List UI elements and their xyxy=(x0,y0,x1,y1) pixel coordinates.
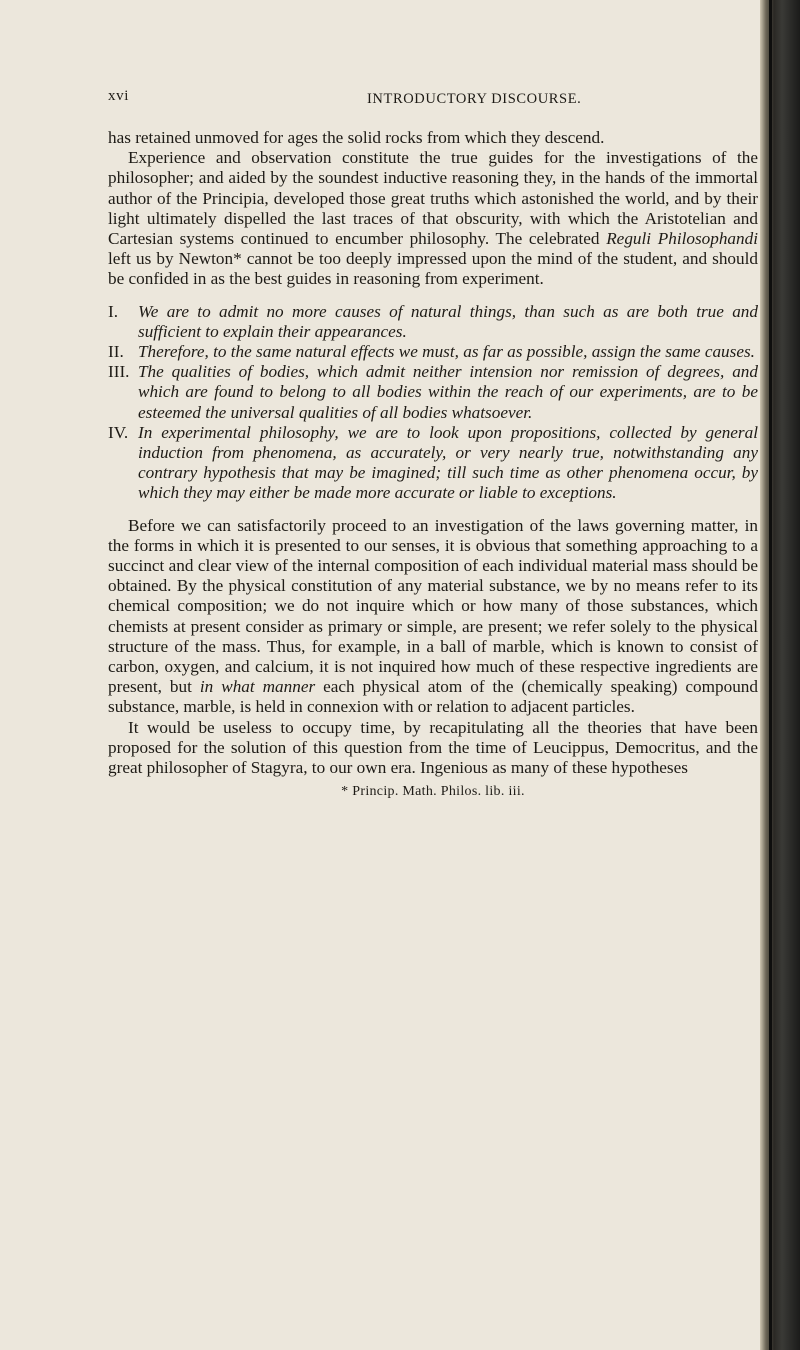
page-edge-shadow xyxy=(760,0,800,1350)
body-text xyxy=(108,128,758,803)
rule-number: II. xyxy=(108,342,124,362)
paragraph-continued: has retained unmoved for ages the solid rocks from which they descend. xyxy=(108,128,605,147)
rule-item xyxy=(108,302,758,342)
paragraph-text: each physical atom of the (chemically speaking) compound substance, marble, is held in connexion with or relation to adjacent particles. xyxy=(108,677,758,717)
paragraph-experience xyxy=(108,148,758,289)
paragraph-useless: It would be useless to occupy time, by recapitulating all the theories that have been proposed for the solution of this question from the time of Leucippus, Democritus, and the great philosopher of Stagyra, to our own era. Ingenious as many of these hypotheses xyxy=(108,717,758,778)
rule-text: Therefore, to the same natural effects we must, as far as possible, assign the same causes. xyxy=(138,342,755,362)
rule-number: III. xyxy=(108,362,130,382)
rule-text: We are to admit no more causes of natural things, than such as are both true and sufficient to explain their appearances. xyxy=(138,301,758,341)
paragraph-text: Experience and observation constitute the true guides for the investigations of the philosopher; and aided by the soundest inductive reasoning they, in the hands of the immortal author of the Principia, developed those great truths which astonished the world, and by their light ultimately dispelled the last traces of that obscurity, with which the Aristotelian and Cartesian systems continued to encumber philosophy. The celebrated xyxy=(108,148,758,249)
paragraph-text: left us by Newton* cannot be too deeply impressed upon the mind of the student, and should be confided in as the best guides in reasoning from experiment. xyxy=(108,249,758,289)
rules-list xyxy=(108,302,758,504)
rule-item xyxy=(108,423,758,504)
rule-text: The qualities of bodies, which admit neither intension nor remission of degrees, and which are found to belong to all bodies within the reach of our experiments, are to be esteemed the universal qualities of all bodies whatsoever. xyxy=(138,362,758,422)
page-number: xvi xyxy=(108,88,129,104)
page-edge-line xyxy=(769,0,772,1350)
footnote: * Princip. Math. Philos. lib. iii. xyxy=(341,784,525,800)
rule-number: IV. xyxy=(108,422,129,442)
emphasis-reguli: Reguli Philosophandi xyxy=(606,229,758,249)
paragraph-before xyxy=(108,516,758,718)
rule-item xyxy=(108,342,758,362)
rule-text: In experimental philosophy, we are to look upon propositions, collected by general induction from phenomena, as accurately, or very nearly true, notwithstanding any contrary hypothesis that may be imagined; till such time as other phenomena occur, by which they may either be made more accurate or liable to exceptions. xyxy=(138,422,758,503)
running-title: INTRODUCTORY DISCOURSE. xyxy=(367,91,582,107)
paragraph-text: Before we can satisfactorily proceed to an investigation of the laws governing matter, in the forms in which it is presented to our senses, it is obvious that something approaching to a succinct and clear view of the internal composition of each individual material mass should be obtained. By the physical constitution of any material substance, we by no means refer to its chemical composition; we do not inquire which or how many of those substances, which chemists at present consider as primary or simple, are present; we refer solely to the physical structure of the mass. Thus, for example, in a ball of marble, which is known to consist of carbon, oxygen, and calcium, it is not inquired how much of these respective ingredients are present, but xyxy=(108,515,758,697)
rule-number: I. xyxy=(108,301,119,321)
emphasis-manner: in what manner xyxy=(199,677,316,697)
rule-item xyxy=(108,362,758,423)
